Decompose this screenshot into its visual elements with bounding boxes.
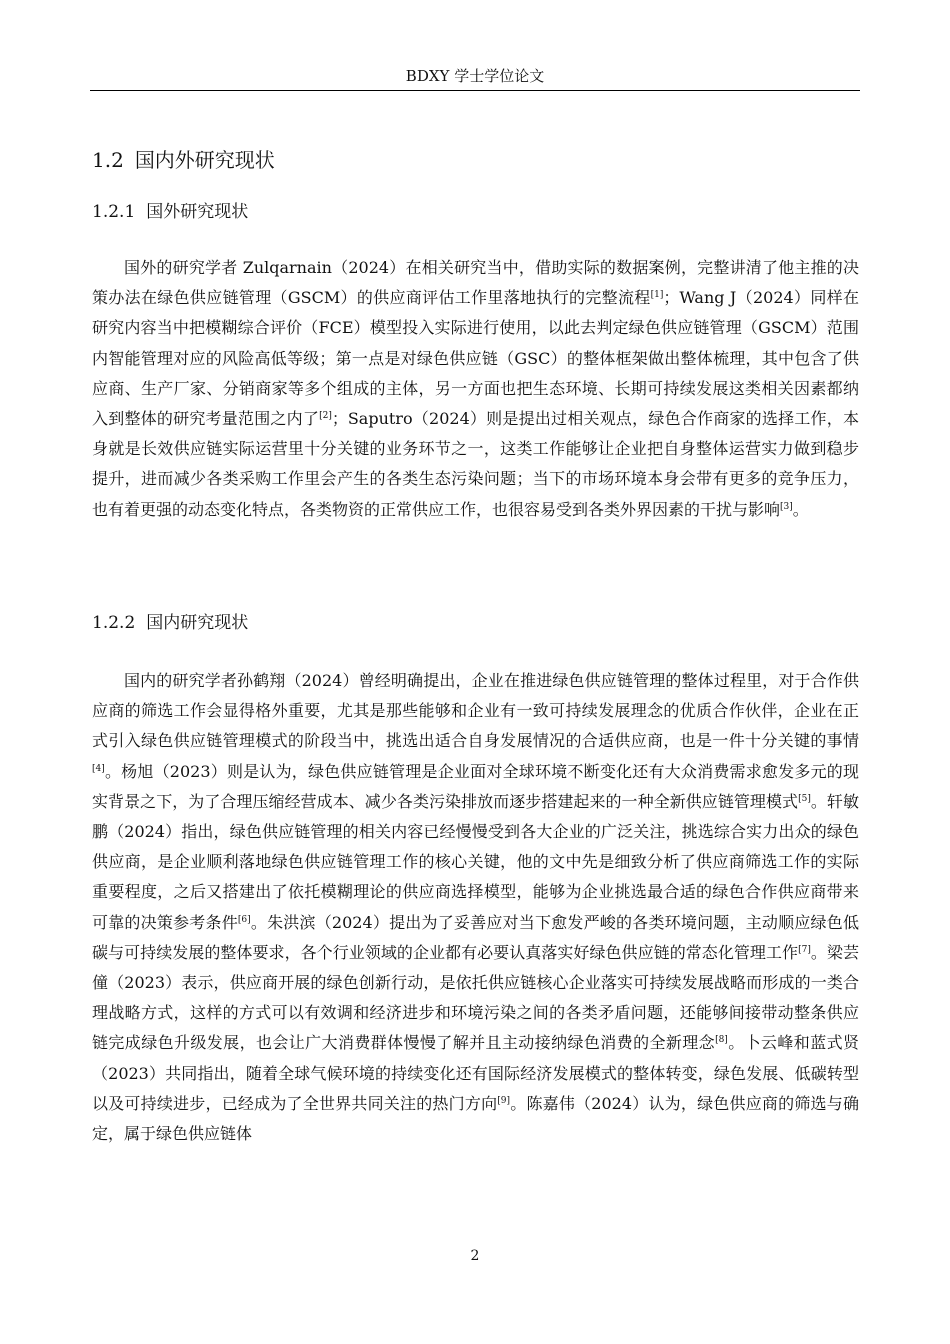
paragraph-text: 国内的研究学者孙鹤翔（2024）曾经明确提出，企业在推进绿色供应链管理的整体过程里，对于合作供应商的筛选工作会显得格外重要，尤其是那些能够和企业有一致可持续发展理念的优质合作伙伴，企业在正式引入绿色供应链管理模式的阶段当中，挑选出适合自身发展情况的合适供应商，也是一件十分关键的事情	[92, 671, 859, 751]
foreign-research-paragraph	[92, 253, 859, 525]
paragraph-text: ；Wang J（2024）同样在研究内容当中把模糊综合评价（FCE）模型投入实际进行使用，以此去判定绿色供应链管理（GSCM）范围内智能管理对应的风险高低等级；第一点是对绿色供应链（GSC）的整体框架做出整体梳理，其中包含了供应商、生产厂家、分销商家等多个组成的主体，另一方面也把生态环境、长期可持续发展这类相关因素都纳入到整体的研究考量范围之内了	[92, 288, 859, 429]
subsection-title: 国外研究现状	[146, 202, 249, 222]
header-rule	[90, 90, 860, 91]
paragraph-text: ；Saputro（2024）则是提出过相关观点，绿色合作商家的选择工作，本身就是长效供应链实际运营里十分关键的业务环节之一，这类工作能够让企业把自身整体运营实力做到稳步提升，进而减少各类采购工作里会产生的各类生态污染问题；当下的市场环境本身会带有更多的竞争压力，也有着更强的动态变化特点，各类物资的正常供应工作，也很容易受到各类外界因素的干扰与影响	[92, 409, 859, 519]
domestic-research-paragraph	[92, 666, 859, 1149]
citation-ref: [3]	[780, 501, 793, 512]
page-number: 2	[470, 1248, 480, 1264]
citation-ref: [7]	[798, 944, 811, 955]
paragraph-text: 。朱洪滨（2024）提出为了妥善应对当下愈发严峻的各类环境问题，主动顺应绿色低碳与可持续发展的整体要求，各个行业领域的企业都有必要认真落实好绿色供应链的常态化管理工作	[92, 912, 859, 962]
subsection-number: 1.2.1	[92, 202, 136, 222]
citation-ref: [9]	[497, 1095, 511, 1106]
citation-ref: [4]	[92, 763, 105, 774]
paragraph-text: 。陈嘉伟（2024）认为，绿色供应商的筛选与确定，属于绿色供应链体	[92, 1093, 859, 1144]
subsection-title: 国内研究现状	[146, 613, 249, 633]
subsection-number: 1.2.2	[92, 613, 136, 633]
paragraph-text: 。轩敏鹏（2024）指出，绿色供应链管理的相关内容已经慢慢受到各大企业的广泛关注，挑选综合实力出众的绿色供应商，是企业顺利落地绿色供应链管理工作的核心关键，他的文中先是细致分析了供应商筛选工作的实际重要程度，之后又搭建出了依托模糊理论的供应商选择模型，能够为企业挑选最合适的绿色合作供应商带来可靠的决策参考条件	[92, 791, 859, 932]
paragraph-text: 。杨旭（2023）则是认为，绿色供应链管理是企业面对全球环境不断变化还有大众消费需求愈发多元的现实背景之下，为了合理压缩经营成本、减少各类污染排放而逐步搭建起来的一种全新供应链管理模式	[92, 761, 859, 811]
running-header: BDXY 学士学位论文	[405, 67, 545, 85]
paragraph-text: 。	[792, 499, 809, 519]
section-title: 国内外研究现状	[134, 148, 275, 172]
section-heading	[92, 146, 275, 174]
paragraph-text: 。卜云峰和蓝式贤（2023）共同指出，随着全球气候环境的持续变化还有国际经济发展模式的整体转变，绿色发展、低碳转型以及可持续进步，已经成为了全世界共同关注的热门方向	[92, 1033, 859, 1113]
paragraph-text: 。梁芸僮（2023）表示，供应商开展的绿色创新行动，是依托供应链核心企业落实可持续发展战略而形成的一类合理战略方式，这样的方式可以有效调和经济进步和环境污染之间的各类矛盾问题，还能够间接带动整条供应链完成绿色升级发展，也会让广大消费群体慢慢了解并且主动接纳绿色消费的全新理念	[92, 942, 859, 1053]
section-number: 1.2	[92, 148, 124, 172]
subsection-heading-foreign	[92, 200, 248, 224]
paragraph-text: 国外的研究学者 Zulqarnain（2024）在相关研究当中，借助实际的数据案例，完整讲清了他主推的决策办法在绿色供应链管理（GSCM）的供应商评估工作里落地执行的完整流程	[92, 258, 859, 308]
citation-ref: [1]	[650, 290, 664, 301]
citation-ref: [8]	[715, 1035, 728, 1046]
citation-ref: [5]	[798, 793, 811, 804]
citation-ref: [2]	[319, 411, 332, 422]
citation-ref: [6]	[237, 914, 251, 925]
subsection-heading-domestic	[92, 611, 248, 635]
